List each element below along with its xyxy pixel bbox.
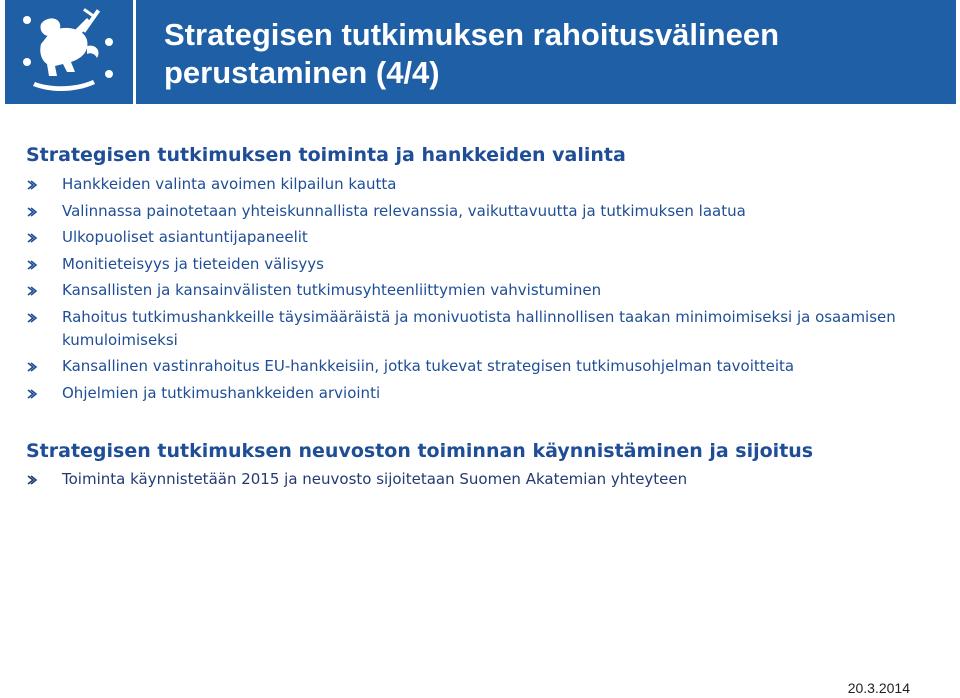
title-line-1: Strategisen tutkimuksen rahoitusvälineen [164, 17, 780, 52]
list-item [26, 279, 936, 302]
bullet-text: Kansallinen vastinrahoitus EU-hankkeisiin, jotka tukevat strategisen tutkimusohjelman tavoitteita [62, 357, 795, 375]
logo [5, 0, 133, 104]
arrow-bullet-icon [26, 469, 40, 489]
list-item [26, 355, 936, 378]
list-item [26, 382, 936, 405]
bullet-text: Kansallisten ja kansainvälisten tutkimusyhteenliittymien vahvistuminen [62, 281, 602, 299]
arrow-bullet-icon [26, 227, 40, 247]
slide-header [0, 0, 960, 108]
list-item [26, 173, 936, 196]
bullet-text: Toiminta käynnistetään 2015 ja neuvosto sijoitetaan Suomen Akatemian yhteyteen [62, 470, 688, 488]
arrow-bullet-icon [26, 383, 40, 403]
arrow-bullet-icon [26, 307, 40, 327]
finnish-lion-coat-of-arms-icon [5, 0, 133, 104]
slide-date: 20.3.2014 [847, 680, 910, 696]
bullet-text: Ulkopuoliset asiantuntijapaneelit [62, 228, 308, 246]
title-bar [136, 0, 956, 104]
arrow-bullet-icon [26, 356, 40, 376]
bullet-text: Valinnassa painotetaan yhteiskunnallista relevanssia, vaikuttavuutta ja tutkimuksen laatua [62, 201, 746, 220]
arrow-bullet-icon [26, 174, 40, 194]
bullet-list-council [26, 468, 936, 495]
bullet-text: Ohjelmien ja tutkimushankkeiden arviointi [62, 383, 381, 402]
bullet-text: Rahoitus tutkimushankkeille täysimääräistä ja monivuotista hallinnollisen taakan minimoimiseksi ja osaamisen kumuloimiseksi [62, 307, 896, 349]
section-heading-council: Strategisen tutkimuksen neuvoston toiminnan käynnistäminen ja sijoitus [26, 440, 814, 462]
list-item [26, 306, 936, 352]
arrow-bullet-icon [26, 280, 40, 300]
arrow-bullet-icon [26, 201, 40, 221]
arrow-bullet-icon [26, 254, 40, 274]
page-title [164, 16, 944, 92]
list-item [26, 226, 936, 249]
list-item [26, 200, 936, 223]
list-item [26, 468, 936, 491]
bullet-list-selection [26, 173, 936, 408]
bullet-text: Monitieteisyys ja tieteiden välisyys [62, 254, 324, 273]
bullet-text: Hankkeiden valinta avoimen kilpailun kautta [62, 175, 397, 193]
section-heading-selection: Strategisen tutkimuksen toiminta ja hankkeiden valinta [26, 144, 626, 166]
list-item [26, 253, 936, 276]
title-line-2: perustaminen (4/4) [164, 55, 440, 90]
